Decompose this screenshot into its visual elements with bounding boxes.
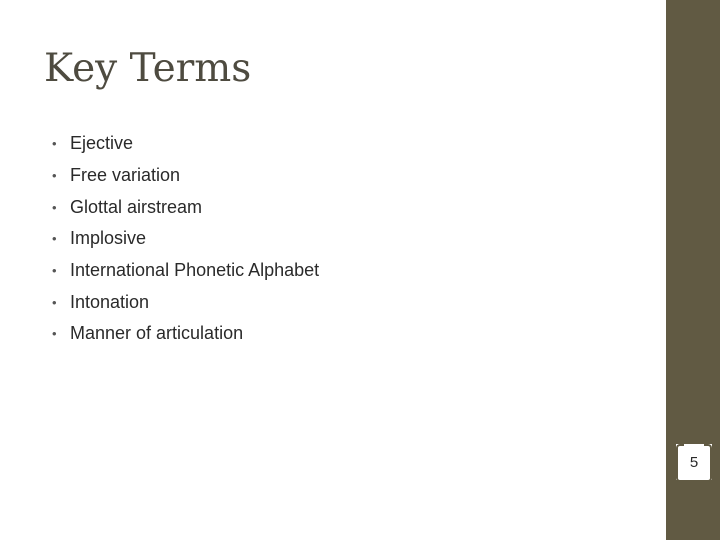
slide-title: Key Terms (44, 46, 252, 91)
bullet-text: Free variation (70, 165, 181, 186)
page-number: 5 (689, 453, 699, 471)
bullet-list (52, 128, 319, 350)
page-number-badge (666, 440, 720, 484)
bullet-dot-icon: • (52, 136, 57, 152)
bullet-text: Intonation (70, 291, 150, 312)
bullet-item-ejective (52, 128, 319, 160)
bullet-dot-icon: • (52, 231, 57, 247)
page-number-box (676, 444, 712, 480)
bullet-item-manner-of-articulation (52, 318, 319, 350)
bullet-item-implosive (52, 223, 319, 255)
bullet-item-glottal-airstream (52, 191, 319, 223)
bullet-text: Implosive (70, 228, 147, 249)
bullet-item-intonation (52, 286, 319, 318)
bullet-text: Manner of articulation (70, 323, 244, 344)
bullet-dot-icon: • (52, 168, 57, 184)
bullet-item-free-variation (52, 160, 319, 192)
bullet-dot-icon: • (52, 263, 57, 279)
bullet-dot-icon: • (52, 326, 57, 342)
bullet-dot-icon: • (52, 294, 57, 310)
bullet-dot-icon: • (52, 199, 57, 215)
bullet-item-ipa (52, 255, 319, 287)
bullet-text: Glottal airstream (70, 196, 203, 217)
bullet-text: International Phonetic Alphabet (70, 260, 320, 281)
bullet-text: Ejective (70, 133, 134, 154)
